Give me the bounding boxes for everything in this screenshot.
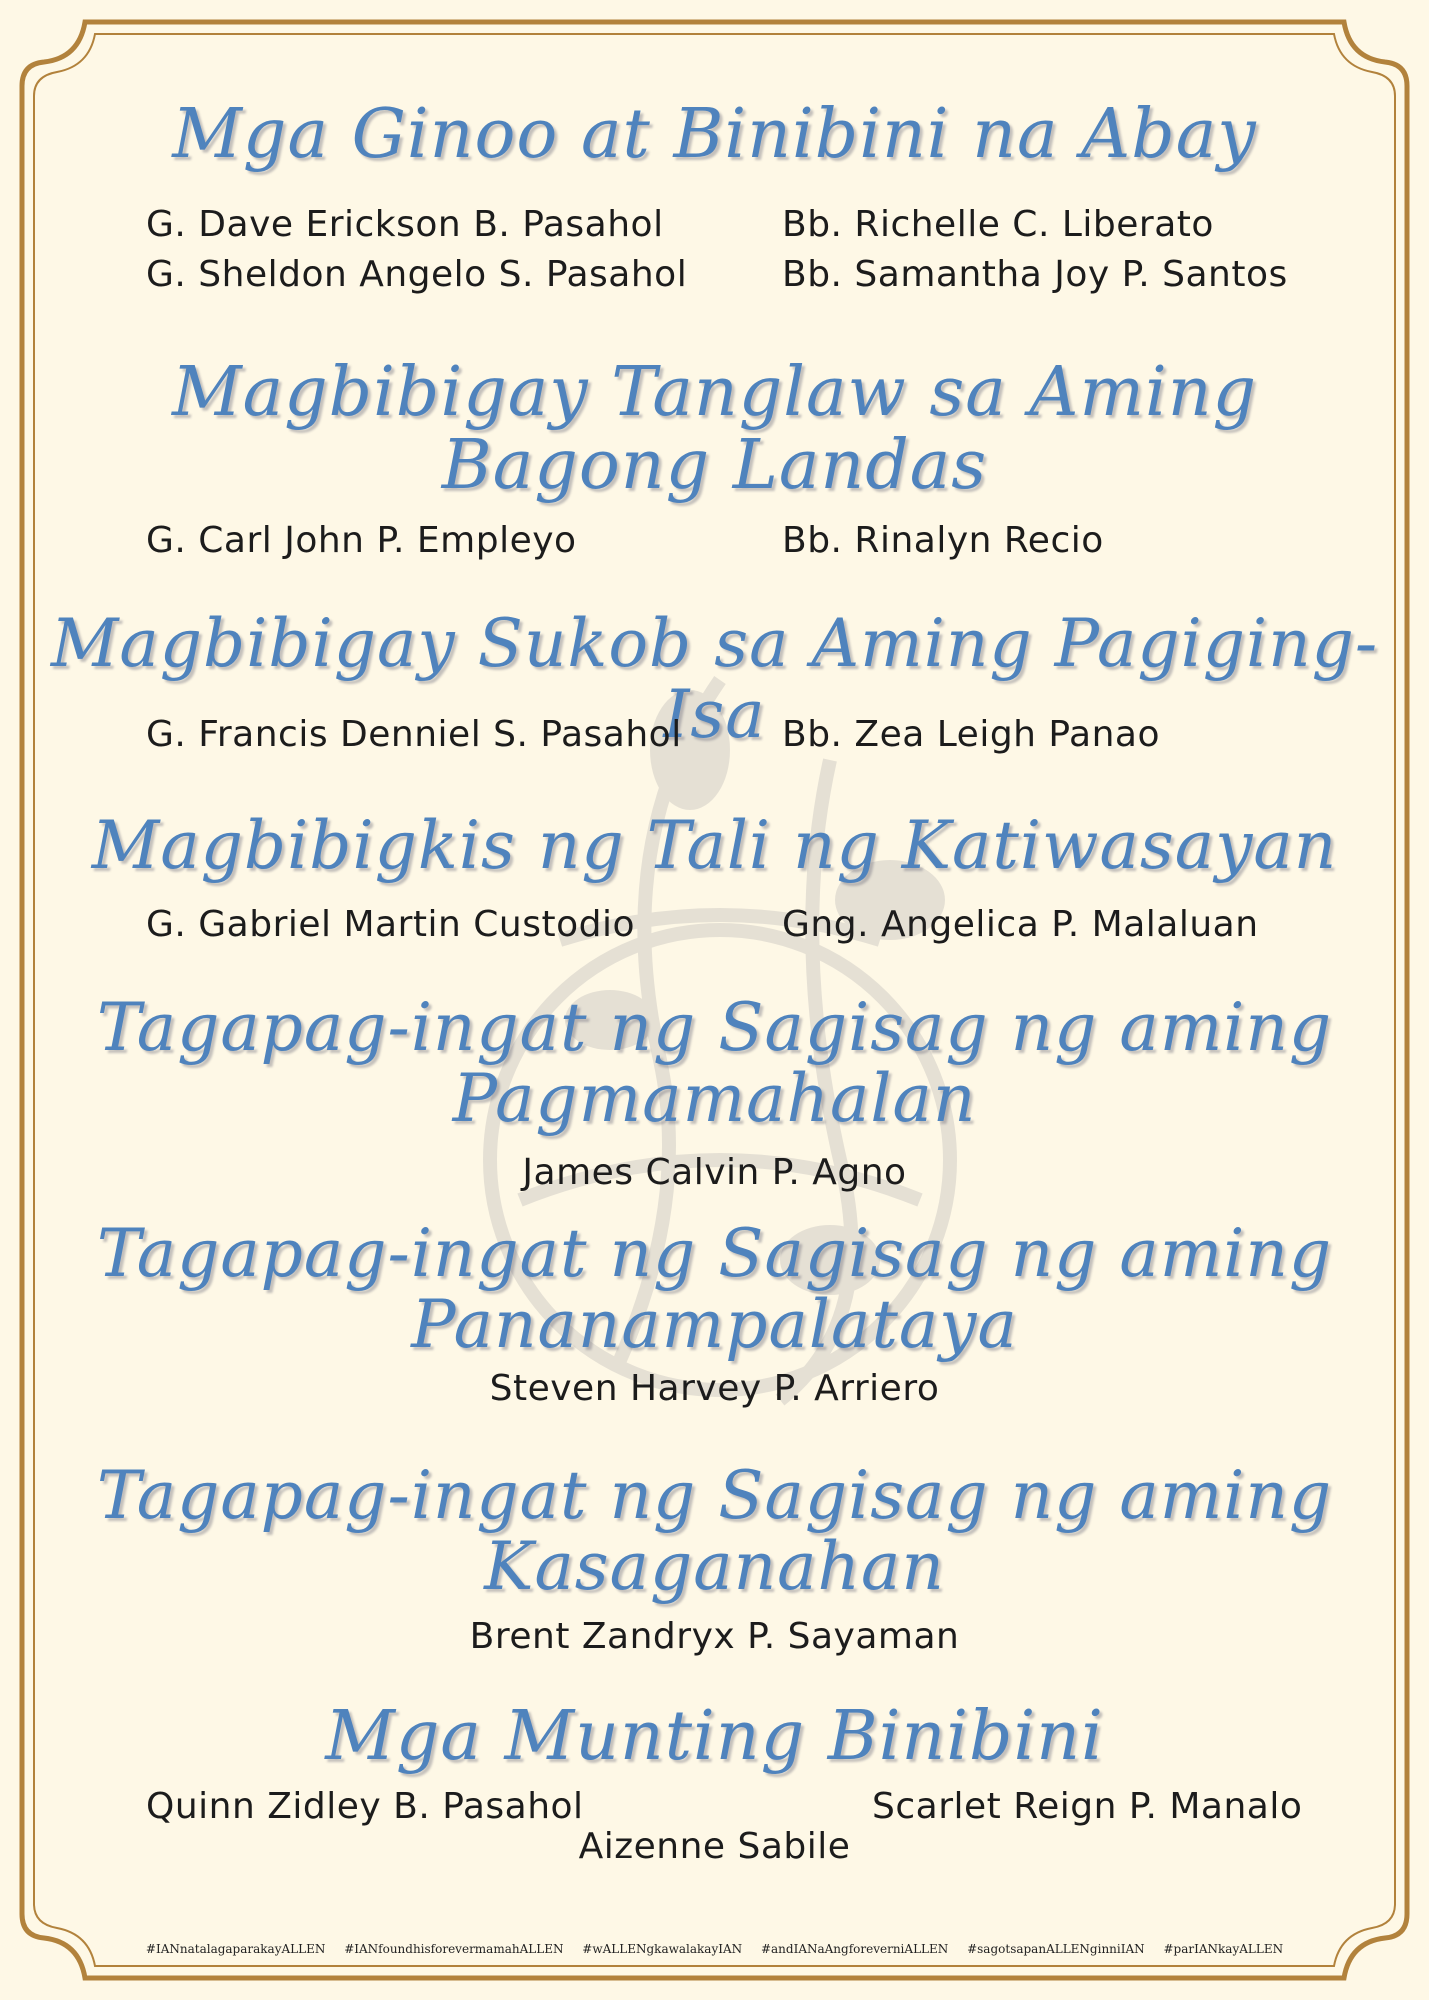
hashtag: #sagotsapanALLENginniIAN — [967, 1942, 1145, 1956]
hashtag: #andIANaAngforeverniALLEN — [760, 1942, 949, 1956]
tali-male: G. Gabriel Martin Custodio — [146, 904, 636, 945]
hashtag: #parIANkayALLEN — [1163, 1942, 1284, 1956]
heading-pagmamahalan-line1: Tagapag-ingat ng Sagisag ng aming — [96, 989, 1333, 1066]
tali-female: Gng. Angelica P. Malaluan — [782, 904, 1259, 945]
abay-bridesmaid-2: Bb. Samantha Joy P. Santos — [782, 254, 1288, 295]
flower-girl-1: Quinn Zidley B. Pasahol — [146, 1786, 584, 1827]
heading-sukob: Magbibigay Sukob sa Aming Pagiging-Isa — [50, 605, 1379, 754]
tanglaw-male: G. Carl John P. Empleyo — [146, 520, 577, 561]
heading-abay: Mga Ginoo at Binibini na Abay — [172, 95, 1257, 174]
kasaganahan-bearer: Brent Zandryx P. Sayaman — [469, 1616, 960, 1657]
hashtag: #wALLENgkawalakayIAN — [582, 1942, 743, 1956]
tanglaw-female: Bb. Rinalyn Recio — [782, 520, 1104, 561]
heading-pagmamahalan — [0, 989, 1429, 1138]
hashtag-footer — [0, 1942, 1429, 1956]
sukob-female: Bb. Zea Leigh Panao — [782, 714, 1160, 755]
flower-girl-2: Aizenne Sabile — [578, 1826, 851, 1867]
flower-girl-3: Scarlet Reign P. Manalo — [872, 1786, 1303, 1827]
heading-pananampalataya — [0, 1215, 1429, 1364]
heading-kasaganahan-line2: Kasaganahan — [484, 1528, 945, 1606]
heading-tali: Magbibigkis ng Tali ng Katiwasayan — [91, 807, 1338, 884]
hashtag: #IANfoundhisforevermamahALLEN — [344, 1942, 564, 1956]
abay-groomsman-1: G. Dave Erickson B. Pasahol — [146, 204, 664, 245]
heading-tanglaw-line1: Magbibigay Tanglaw sa Aming — [171, 353, 1258, 432]
pananampalataya-bearer: Steven Harvey P. Arriero — [489, 1368, 940, 1409]
abay-groomsman-2: G. Sheldon Angelo S. Pasahol — [146, 254, 688, 295]
heading-munting-binibini: Mga Munting Binibini — [325, 1697, 1104, 1776]
hashtag: #IANnatalagaparakayALLEN — [145, 1942, 326, 1956]
pagmamahalan-bearer: James Calvin P. Agno — [522, 1152, 907, 1193]
heading-kasaganahan — [0, 1457, 1429, 1606]
heading-pagmamahalan-line2: Pagmamahalan — [452, 1060, 977, 1138]
heading-tanglaw — [0, 353, 1429, 506]
sukob-male: G. Francis Denniel S. Pasahol — [146, 714, 682, 755]
heading-pananampalataya-line1: Tagapag-ingat ng Sagisag ng aming — [96, 1215, 1333, 1292]
heading-kasaganahan-line1: Tagapag-ingat ng Sagisag ng aming — [96, 1457, 1333, 1534]
abay-bridesmaid-1: Bb. Richelle C. Liberato — [782, 204, 1214, 245]
heading-tanglaw-line2: Bagong Landas — [441, 426, 988, 506]
heading-pananampalataya-line2: Pananampalataya — [411, 1286, 1018, 1364]
